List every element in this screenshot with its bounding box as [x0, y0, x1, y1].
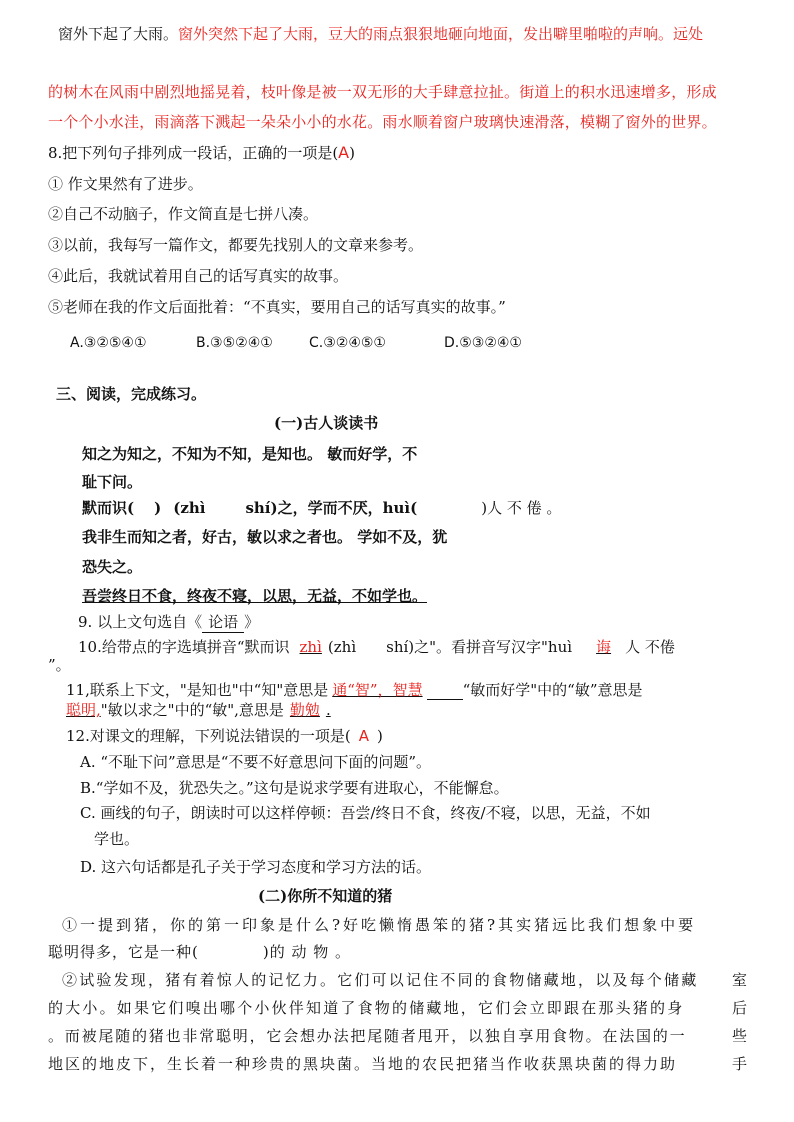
q12-stem-text: 12.对课文的理解，下列说法错误的一项是( — [66, 727, 351, 745]
q12-option-b: B.“学如不及，犹恐失之。”这句是说求学要有进取心，不能懈怠。 — [80, 779, 509, 797]
q11-pre: 11,联系上下文，"是知也"中“知"意思是 — [66, 681, 329, 699]
q12-option-c-2: 学也。 — [94, 830, 140, 848]
q11-mid2: "敏以求之"中的“敏",意思是 — [100, 701, 284, 719]
q8-sentence-3: ③以前，我每写一篇作文，都要先找别人的文章来参考。 — [48, 236, 424, 254]
intro-line-1 — [58, 24, 703, 44]
q11-answer-3: 勤勉 — [289, 701, 320, 719]
pig-p2-line-3: 。而被尾随的猪也非常聪明，它会想办法把尾随者甩开，以独自享用食物。在法国的一 — [48, 1027, 687, 1045]
q10-tail: ”。 — [48, 656, 71, 674]
part2-title: (二)你所不知道的猪 — [258, 887, 393, 905]
pig-p2-line-1: ②试验发现，猪有着惊人的记忆力。它们可以记住不同的食物储藏地，以及每个储藏 — [62, 971, 699, 989]
q11-line-1 — [66, 680, 642, 700]
q12-option-c-1: C. 画线的句子，朗读时可以这样停顿：吾尝/终日不食，终夜/不寝，以思，无益，不如 — [80, 804, 651, 822]
q10-answer-1: zhì — [299, 638, 322, 656]
pig-p1-line-1: ①一提到猪，你的第一印象是什么?好吃懒惰愚笨的猪?其实猪远比我们想象中要 — [62, 916, 697, 934]
q10-post: 人 不倦 — [625, 638, 675, 656]
q8-option-a: A.③②⑤④① — [70, 335, 147, 351]
part1-title: (一)古人谈读书 — [274, 414, 379, 432]
intro-line-2: 的树木在风雨中剧烈地摇晃着，枝叶像是被一双无形的大手肆意拉扯。街道上的积水迅速增多，形成 — [48, 83, 717, 101]
q8-sentence-4: ④此后，我就试着用自己的话写真实的故事。 — [48, 267, 349, 285]
classic-line-1: 知之为知之，不知为不知，是知也。 敏而好学，不 — [82, 445, 418, 463]
pig-p2-line-4: 地区的地皮下，生长着一种珍贵的黑块菌。当地的农民把猪当作收获黑块菌的得力助 — [48, 1055, 678, 1073]
q8-sentence-5: ⑤老师在我的作文后面批着：“不真实，要用自己的话写真实的故事。” — [48, 298, 506, 316]
classic-line-4: 我非生而知之者，好古，敏以求之者也。 学如不及，犹 — [82, 528, 448, 546]
pig-p2-line-1-tail: 室 — [732, 971, 748, 989]
classic-l3b: ) — [154, 499, 162, 517]
q8-sentence-1: ① 作文果然有了进步。 — [48, 175, 203, 193]
classic-line-6-underlined: 吾尝终日不食，终夜不寝，以思，无益，不如学也。 — [82, 587, 428, 605]
classic-l3c: (zhì — [173, 499, 206, 517]
q9-post: 》 — [244, 613, 260, 631]
q8-close: ) — [349, 144, 355, 162]
q8-answer: A — [338, 143, 350, 162]
intro-line-3: 一个个小水洼，雨滴落下溅起一朵朵小小的水花。雨水顺着窗户玻璃快速滑落，模糊了窗外的世界。 — [48, 113, 717, 131]
classic-line-5: 恐失之。 — [82, 558, 143, 576]
q11-post: . — [325, 701, 331, 719]
q9-pre: 9. 以上文句选自《 — [78, 613, 203, 631]
classic-line-2: 耻下问。 — [82, 473, 143, 491]
q8-stem — [48, 143, 355, 163]
q8-option-d: D.⑤③②④① — [444, 335, 522, 351]
intro-lead: 窗外下起了大雨。 — [58, 25, 179, 43]
classic-l3a: 默而识( — [82, 499, 135, 517]
intro-text-1: 窗外突然下起了大雨，豆大的雨点狠狠地砸向地面，发出噼里啪啦的声响。远处 — [178, 25, 704, 43]
pig-p2-line-3-tail: 些 — [732, 1027, 748, 1045]
q12-option-a: A. “不耻下问”意思是“不要不好意思问下面的问题”。 — [80, 753, 432, 771]
q10-answer-2: 诲 — [596, 638, 612, 656]
q12-answer: A — [358, 727, 369, 745]
q8-stem-text: 8.把下列句子排列成一段话，正确的一项是( — [48, 144, 339, 162]
q10 — [78, 637, 675, 657]
pig-p2-line-4-tail: 手 — [732, 1055, 748, 1073]
q11-line-2 — [66, 700, 331, 720]
q11-answer-2: 聪明, — [66, 701, 101, 719]
section3-heading: 三、阅读，完成练习。 — [56, 385, 207, 403]
pig-p2-line-2-tail: 后 — [732, 999, 748, 1017]
q10-mid: (zhì shí)之"。看拼音写汉字"huì — [327, 638, 573, 656]
q12-stem — [66, 726, 383, 746]
classic-l3d: shí)之，学而不厌，huì( — [245, 499, 418, 517]
q12-option-d: D. 这六句话都是孔子关于学习态度和学习方法的话。 — [80, 858, 432, 876]
q11-mid: “敏而好学"中的“敏”意思是 — [462, 681, 643, 699]
q10-pre: 10.给带点的字选填拼音“默而识 — [78, 638, 290, 656]
pig-p1-line-2: 聪明得多，它是一种( )的 动 物 。 — [48, 943, 352, 961]
pig-p2-line-2: 的大小。如果它们嗅出哪个小伙伴知道了食物的储藏地，它们会立即跟在那头猪的身 — [48, 999, 685, 1017]
q9-answer: 论语 — [202, 612, 244, 633]
q8-sentence-2: ②自己不动脑子，作文简直是七拼八凑。 — [48, 205, 319, 223]
q12-close: ) — [376, 727, 383, 745]
q8-option-c: C.③②④⑤① — [309, 335, 386, 351]
q8-option-b: B.③⑤②④① — [196, 335, 273, 351]
classic-line-3 — [82, 498, 561, 518]
q9 — [78, 612, 259, 633]
q11-answer-1: 通“智”，智慧 — [332, 681, 423, 699]
classic-l3e: )人 不 倦 。 — [481, 499, 562, 517]
